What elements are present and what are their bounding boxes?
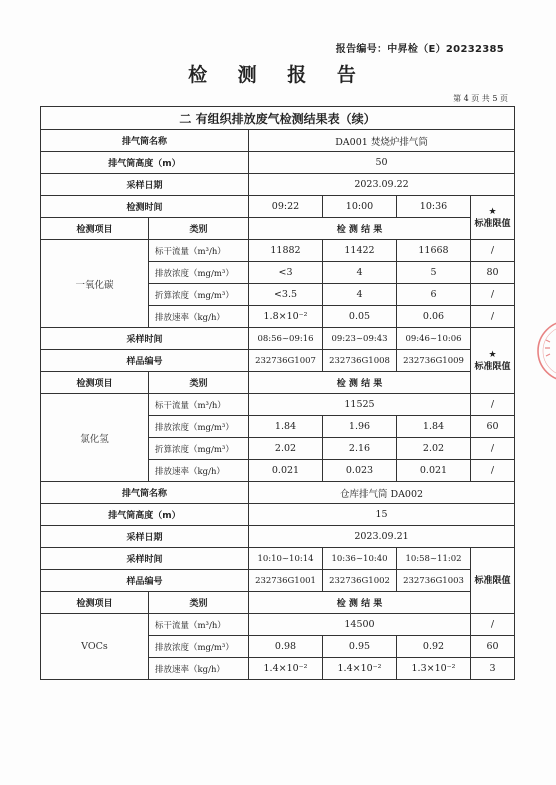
limit-cell: / [471, 306, 515, 328]
value-cell: 1.3×10⁻² [397, 658, 471, 680]
sampling-time-label: 采样时间 [41, 548, 249, 570]
item-label: 检测项目 [41, 218, 149, 240]
category-converted: 折算浓度（mg/m³） [149, 284, 249, 306]
detection-time-label: 检测时间 [41, 196, 249, 218]
value-cell: 0.92 [397, 636, 471, 658]
limit-label: 标准限值 [474, 218, 511, 229]
outlet-name-label: 排气筒名称 [41, 130, 249, 152]
category-rate: 排放速率（kg/h） [149, 306, 249, 328]
limit-cell: / [471, 394, 515, 416]
sampling-date-value: 2023.09.21 [249, 526, 515, 548]
sampling-date-label: 采样日期 [41, 526, 249, 548]
star-mark: ★ [488, 206, 497, 217]
outlet-height-value: 50 [249, 152, 515, 174]
item-vocs: VOCs [41, 614, 149, 680]
outlet-name-label: 排气筒名称 [41, 482, 249, 504]
sampling-time-1: 08:56~09:16 [249, 328, 323, 350]
detection-time-3: 10:36 [397, 196, 471, 218]
value-cell: 1.84 [397, 416, 471, 438]
sample-no-1: 232736G1007 [249, 350, 323, 372]
limit-cell: / [471, 460, 515, 482]
seal-stamp-icon [528, 318, 556, 384]
value-cell: 0.95 [323, 636, 397, 658]
limit-cell: 3 [471, 658, 515, 680]
limit-header [471, 328, 515, 394]
value-cell: 1.4×10⁻² [323, 658, 397, 680]
page-number: 第 4 页 共 5 页 [453, 94, 508, 103]
outlet-name-value: DA001 焚烧炉排气筒 [249, 130, 515, 152]
limit-cell: 80 [471, 262, 515, 284]
table-caption: 二 有组织排放废气检测结果表（续） [41, 107, 515, 130]
item-co: 一氧化碳 [41, 240, 149, 328]
value-cell: 6 [397, 284, 471, 306]
value-cell: 1.4×10⁻² [249, 658, 323, 680]
outlet-height-label: 排气筒高度（m） [41, 152, 249, 174]
result-label: 检 测 结 果 [249, 218, 471, 240]
results-table [40, 106, 515, 680]
sampling-date-value: 2023.09.22 [249, 174, 515, 196]
sample-no-1: 232736G1001 [249, 570, 323, 592]
limit-label: 标准限值 [474, 361, 511, 372]
value-cell: <3 [249, 262, 323, 284]
sampling-time-1: 10:10~10:14 [249, 548, 323, 570]
item-label: 检测项目 [41, 372, 149, 394]
limit-cell: / [471, 438, 515, 460]
value-cell: 1.96 [323, 416, 397, 438]
value-cell: 2.02 [249, 438, 323, 460]
value-cell: 4 [323, 284, 397, 306]
result-label: 检 测 结 果 [249, 592, 471, 614]
category-flow: 标干流量（m³/h） [149, 614, 249, 636]
report-number: 报告编号：中昇检（E）20232385 [335, 44, 504, 55]
outlet-height-value: 15 [249, 504, 515, 526]
value-cell: 11422 [323, 240, 397, 262]
sampling-time-3: 09:46~10:06 [397, 328, 471, 350]
result-label: 检 测 结 果 [249, 372, 471, 394]
value-cell: 2.16 [323, 438, 397, 460]
limit-cell: / [471, 614, 515, 636]
category-concentration: 排放浓度（mg/m³） [149, 416, 249, 438]
sampling-time-label: 采样时间 [41, 328, 249, 350]
sample-no-3: 232736G1003 [397, 570, 471, 592]
category-converted: 折算浓度（mg/m³） [149, 438, 249, 460]
sampling-time-2: 10:36~10:40 [323, 548, 397, 570]
outlet-name-value: 仓库排气筒 DA002 [249, 482, 515, 504]
limit-cell: 60 [471, 636, 515, 658]
value-cell: 1.8×10⁻² [249, 306, 323, 328]
limit-header: 标准限值 [471, 548, 515, 614]
limit-cell: / [471, 284, 515, 306]
value-cell: 5 [397, 262, 471, 284]
category-label: 类别 [149, 218, 249, 240]
outlet-height-label: 排气筒高度（m） [41, 504, 249, 526]
sample-no-2: 232736G1008 [323, 350, 397, 372]
category-rate: 排放速率（kg/h） [149, 658, 249, 680]
sample-no-label: 样品编号 [41, 350, 249, 372]
item-hcl: 氯化氢 [41, 394, 149, 482]
value-cell: 4 [323, 262, 397, 284]
value-cell: 0.06 [397, 306, 471, 328]
sampling-time-2: 09:23~09:43 [323, 328, 397, 350]
value-cell: 0.023 [323, 460, 397, 482]
sample-no-label: 样品编号 [41, 570, 249, 592]
report-title: 检 测 报 告 [188, 64, 368, 86]
sample-no-3: 232736G1009 [397, 350, 471, 372]
limit-header [471, 196, 515, 240]
value-cell: 2.02 [397, 438, 471, 460]
sampling-date-label: 采样日期 [41, 174, 249, 196]
item-label: 检测项目 [41, 592, 149, 614]
detection-time-1: 09:22 [249, 196, 323, 218]
value-cell: 1.84 [249, 416, 323, 438]
sampling-time-3: 10:58~11:02 [397, 548, 471, 570]
value-cell: 11525 [249, 394, 471, 416]
detection-time-2: 10:00 [323, 196, 397, 218]
value-cell: 14500 [249, 614, 471, 636]
category-concentration: 排放浓度（mg/m³） [149, 636, 249, 658]
star-mark: ★ [488, 349, 497, 360]
value-cell: 0.021 [249, 460, 323, 482]
value-cell: <3.5 [249, 284, 323, 306]
category-label: 类别 [149, 372, 249, 394]
category-rate: 排放速率（kg/h） [149, 460, 249, 482]
value-cell: 11668 [397, 240, 471, 262]
value-cell: 0.021 [397, 460, 471, 482]
value-cell: 0.05 [323, 306, 397, 328]
category-flow: 标干流量（m³/h） [149, 394, 249, 416]
sample-no-2: 232736G1002 [323, 570, 397, 592]
limit-cell: 60 [471, 416, 515, 438]
limit-cell: / [471, 240, 515, 262]
value-cell: 11882 [249, 240, 323, 262]
value-cell: 0.98 [249, 636, 323, 658]
category-label: 类别 [149, 592, 249, 614]
category-flow: 标干流量（m³/h） [149, 240, 249, 262]
category-concentration: 排放浓度（mg/m³） [149, 262, 249, 284]
